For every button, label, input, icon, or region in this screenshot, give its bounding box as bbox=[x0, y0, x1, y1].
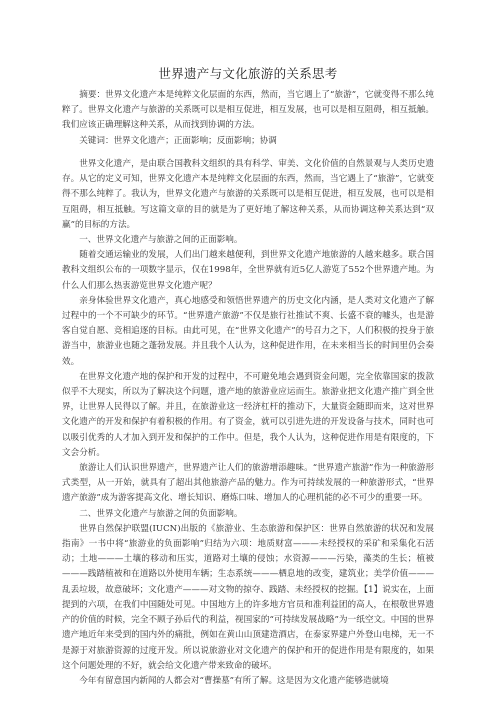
document-title: 世界遗产与文化旅游的关系思考 bbox=[158, 66, 338, 81]
paragraph: 亲身体验世界文化遗产，真心地感受和领悟世界遗产的历史文化内涵，是人类对文化遗产了解过程中的一个不可缺少的环节。“世界遗产旅游”不仅是旅行社推试不爽、长盛不衰的噱头，也是游客自觉自愿、竞相追逐的目标。由此可见，在“世界文化遗产”的号召力之下，人们积极的投身于旅游当中，旅游业也随之蓬勃发展。并且我个人认为，这种促进作用，在未来相当长的时间里仍会奏效。 bbox=[62, 295, 434, 367]
keywords-line: 关键词：世界文化遗产；正面影响；反面影响；协调 bbox=[79, 135, 277, 146]
paragraph: 在世界文化遗产地的保护和开发的过程中，不可避免地会遇到资金问题，完全依靠国家的拨款似乎不大现实，所以为了解决这个问题，遗产地的旅游业应运而生。旅游业把文化遗产推广到全世界，让世界人民得以了解。并且，在旅游业这一经济杠杆的推动下，大量资金随即而来，这对世界文化遗产的开发和保护有着积极的作用。有了资金，就可以引进先进的开发设备与技术，同时也可以吸引优秀的人才加入到开发和保护的工作中。但是，我个人认为，这种促进作用是有限度的，下文会分析。 bbox=[62, 371, 434, 458]
body-text bbox=[62, 157, 434, 689]
section-heading-positive: 一、世界文化遗产与旅游之间的正面影响。 bbox=[79, 235, 243, 246]
section-heading-negative: 二、世界文化遗产与旅游之间的负面影响。 bbox=[79, 508, 243, 519]
paragraph: 今年有留意国内新闻的人都会对“曹操墓”有所了解。这是因为文化遗产能够造就境 bbox=[79, 675, 389, 686]
paragraph: 世界自然保护联盟(IUCN)出版的《旅游业、生态旅游和保护区：世界自然旅游的状况和发展指南》一书中将“旅游业的负面影响”归结为六项：地质财富———未经授权的采矿和采集化石活动；土地———土壤的移动和压实，道路对土壤的侵蚀；水资源———污染，藻类的生长；植被———践踏植被和在道路以外使用车辆；生态系统———栖息地的改变，建筑业；美学价值———乱丢垃圾，故意破坏；文化遗产———对文物的掠夺、践踏、未经授权的挖掘。【1】说实在，上面提到的六项，在我们中国随处可见。中国地方上的许多地方官员和准利益团的高人，在根敬世界遗产的价值的时候，完全不顾子孙后代的利益，视国家的“可持续发展战略”为一纸空文。中国的世界遗产地近年来受到的国内外的痛批，例如在黄山山顶建造酒店，在泰家界建户外登山电梯，无一不是源于对旅游资源的过度开发。所以说旅游业对文化遗产的保护和开的促进作用是有限度的，如果这个问题处理的不好，就会给文化遗产带来致命的破坏。 bbox=[62, 523, 434, 671]
abstract-text: 摘要：世界文化遗产本是纯粹文化层面的东西，然而，当它遇上了“旅游”，它就变得不那么纯粹了。世界文化遗产与旅游的关系既可以是相互促进，相互发展，也可以是相互阻碍，相互抵触。我们应该正确理解这种关系，从而找到协调的方法。 bbox=[62, 90, 434, 131]
abstract-section bbox=[62, 88, 434, 149]
paragraph-intro: 世界文化遗产，是由联合国教科文组织的具有科学、审美、文化价值的自然景观与人类历史遗存。从它的定义可知，世界文化遗产本是纯粹文化层面的东西，然而，当它遇上了“旅游”，它就变得不那么纯粹了。我认为，世界文化遗产与旅游的关系既可以是相互促进，相互发展，也可以是相互阻碍，相互抵触。写这篇文章的目的就是为了更好地了解这种关系，从而协调这种关系达到“双赢”的目标的方法。 bbox=[62, 159, 434, 230]
paragraph: 旅游让人们认识世界遗产，世界遗产让人们的旅游增添趣味。“世界遗产旅游”作为一种旅游形式类型，从一开始，就具有了超出其他旅游产品的魅力。作为可持续发展的一种旅游形式，“世界遗产旅游”成为游客提高文化、增长知识、磨炼口味、增加人的心理机能的必不可少的重要一环。 bbox=[62, 463, 434, 504]
paragraph: 随着交通运输业的发展，人们出门越来越便利，到世界文化遗产地旅游的人越来越多。联合国教科文组织公布的一项数字显示，仅在1998年，全世界就有近5亿人游览了552个世界遗产地。为什么人们那么热衷游览世界文化遗产呢？ bbox=[62, 250, 434, 291]
